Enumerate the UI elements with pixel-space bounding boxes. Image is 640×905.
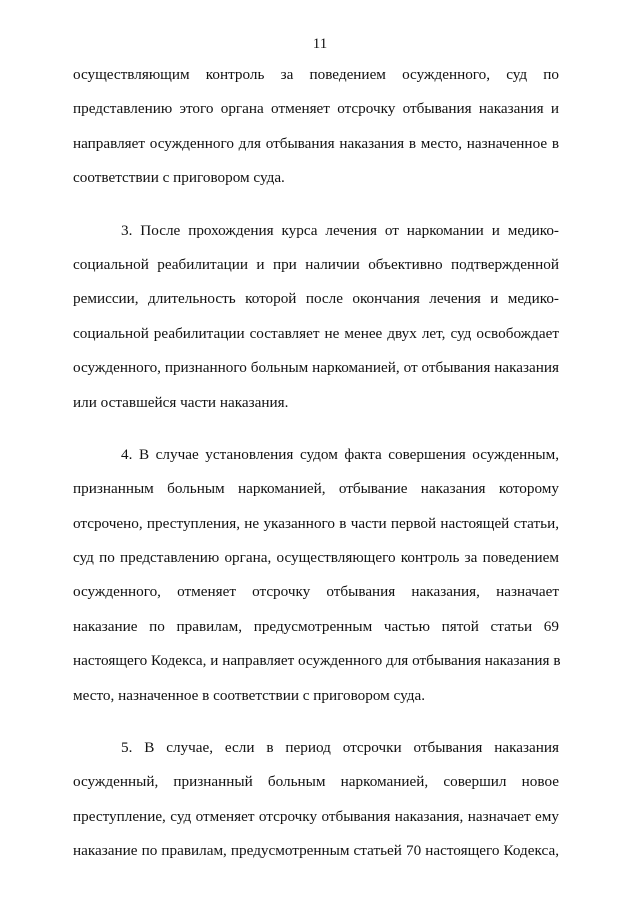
- text-line: социальной реабилитации и при наличии объективно подтвержденной: [73, 255, 559, 273]
- paragraph-item-5: [73, 731, 559, 869]
- text-line: наказание по правилам, предусмотренным статьей 70 настоящего Кодекса,: [73, 842, 559, 860]
- text-line: суд по представлению органа, осуществляющего контроль за поведением: [73, 549, 559, 567]
- text-line: место, назначенное в соответствии с приговором суда.: [73, 686, 425, 704]
- text-line: 3. После прохождения курса лечения от наркомании и медико-: [121, 221, 559, 239]
- text-line: 4. В случае установления судом факта совершения осужденным,: [121, 445, 559, 463]
- text-line: наказание по правилам, предусмотренным частью пятой статьи 69: [73, 617, 559, 635]
- text-line: направляет осужденного для отбывания наказания в место, назначенное в: [73, 134, 559, 152]
- text-line: осужденного, отменяет отсрочку отбывания наказания, назначает: [73, 583, 559, 601]
- text-line: признанным больным наркоманией, отбывание наказания которому: [73, 480, 559, 498]
- text-line: 5. В случае, если в период отсрочки отбывания наказания: [121, 739, 559, 757]
- text-line: ремиссии, длительность которой после окончания лечения и медико-: [73, 290, 559, 308]
- paragraph-continuation: [73, 58, 559, 196]
- text-line: осуществляющим контроль за поведением осужденного, суд по: [73, 66, 559, 83]
- paragraph-gap: [73, 196, 559, 214]
- text-line: осужденный, признанный больным наркоманией, совершил новое: [73, 773, 559, 791]
- text-line: представлению этого органа отменяет отсрочку отбывания наказания и: [73, 100, 559, 118]
- paragraph-item-3: [73, 214, 559, 420]
- document-body: [73, 58, 559, 869]
- paragraph-item-4: [73, 438, 559, 713]
- text-line: преступление, суд отменяет отсрочку отбывания наказания, назначает ему: [73, 807, 559, 825]
- text-line: осужденного, признанного больным наркоманией, от отбывания наказания: [73, 359, 559, 377]
- text-line: или оставшейся части наказания.: [73, 393, 289, 411]
- paragraph-gap: [73, 420, 559, 438]
- text-line: настоящего Кодекса, и направляет осужденного для отбывания наказания в: [73, 652, 561, 670]
- page-number: 11: [312, 36, 328, 52]
- text-line: социальной реабилитации составляет не менее двух лет, суд освобождает: [73, 324, 559, 342]
- text-line: соответствии с приговором суда.: [73, 169, 285, 187]
- paragraph-gap: [73, 713, 559, 731]
- text-line: отсрочено, преступления, не указанного в части первой настоящей статьи,: [73, 514, 559, 532]
